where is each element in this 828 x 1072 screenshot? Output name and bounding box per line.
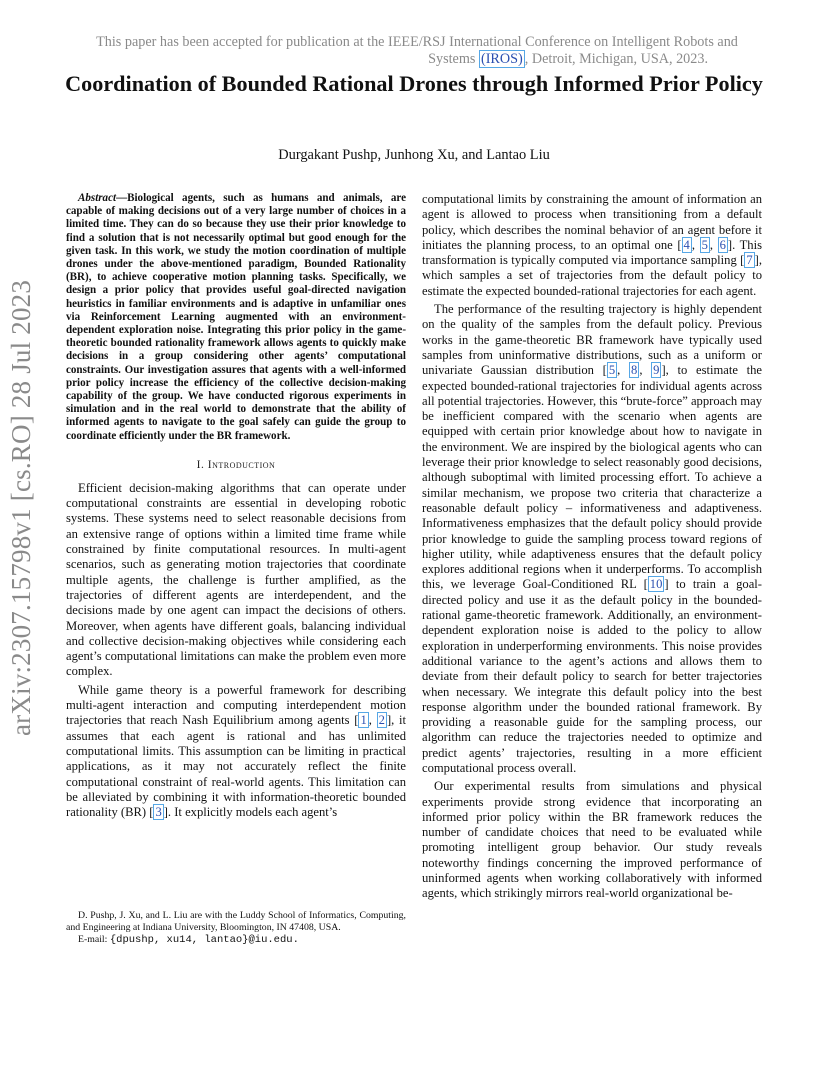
citation-link[interactable]: 8: [631, 363, 638, 378]
intro-paragraph-1: Efficient decision-making algorithms that can operate under computational constraints are essential in developing robotic systems. These systems need to select reasonable decisions from an extensive range of options within a limited time frame while constrained by finite computational resources. In multi-agent scenarios, such as generating motion trajectories that coordinate multiple agents, the challenge is further amplified, as the trajectories of different agents are interdependent, and the decisions made by one agent can impact the decisions of others. Moreover, when agents have different goals, balancing individual and collective decision-making objectives while considering each agent’s computational limitations can make the problem even more complex.: [66, 480, 406, 679]
email-line: E-mail: {dpushp, xu14, lantao}@iu.edu.: [78, 934, 299, 946]
intro-paragraph-3: The performance of the resulting trajectory is highly dependent on the quality of the samples from the default policy. Previous works in the game-theoretic BR framework have typically used samples from uninformative distributions, such as a uniform or univariate Gaussian distribution [ 5 , 8 , 9 ], to estimate the expected bounded-rational trajectories for individual agents across all potential trajectories. However, this “brute-force” approach may be inefficient compared with the scenario when agents are equipped with certain prior knowledge about how to navigate in the environment. We are inspired by the biological agents who can leverage their prior knowledge to select reasonably good decisions, although suboptimal with limited processing effort. To achieve a similar mechanism, we propose two criteria that characterize a reasonable default policy – informativeness and adaptiveness. Informativeness emphasizes that the default policy should provide prior knowledge to guide the sampling process toward regions of higher utility, while adaptiveness ensures that the default policy explores additional regions when it underperforms. To accomplish this, we leverage Goal-Conditioned RL [ 10 ] to train a goal-directed policy and use it as the default policy in the bounded-rational game-theoretic framework. Additionally, an environment-dependent exploration noise is added to the policy to allow exploration in underperforming environments. This noise provides additional variance to the agent’s actions and allows them to deviate from their default policy to search for better trajectories when necessary. We integrate this default policy into the best response algorithm under the bounded rational framework. By providing a reasonable guide for the sampling process, our algorithm can reduce the trajectories needed to optimize and predict agents’ trajectories, resulting in a more efficient computational process overall.: [422, 302, 763, 775]
right-column: [422, 192, 762, 902]
arxiv-identifier-stamp: arXiv:2307.15798v1 [cs.RO] 28 Jul 2023: [6, 279, 36, 736]
intro-paragraph-2-continued: computational limits by constraining the amount of information an agent is allowed to process when transitioning from a default policy, which describes the nominal behavior of an agent before it initiates the planning process, to an optimal one [ 4 , 5 , 6 ]. This transformation is typically computed via importance sampling [ 7 ], which samples a set of trajectories from the default policy to estimate the expected bounded-rational trajectories for each agent.: [422, 192, 763, 298]
affiliation-text: D. Pushp, J. Xu, and L. Liu are with the Luddy School of Informatics, Computing, and Engineering at Indiana University, Bloomington, IN 47408, USA.: [66, 910, 406, 933]
notice-line-1: This paper has been accepted for publication at the IEEE/RSJ International Conference on Intelligent Robots and: [96, 34, 738, 50]
author-affiliation-footnote: [66, 910, 406, 946]
author-list: Durgakant Pushp, Junhong Xu, and Lantao Liu: [278, 147, 550, 163]
notice-line-2: Systems (IROS) , Detroit, Michigan, USA, 2023.: [428, 51, 708, 67]
section-heading-introduction: I. Introduction: [196, 458, 276, 471]
citation-link[interactable]: 4: [683, 237, 690, 252]
author-emails: {dpushp, xu14, lantao}@iu.edu.: [109, 934, 299, 946]
paper-title: Coordination of Bounded Rational Drones through Informed Prior Policy: [65, 71, 763, 96]
left-column: [66, 192, 406, 820]
citation-link[interactable]: 7: [746, 253, 753, 268]
citation-link[interactable]: 6: [719, 237, 726, 252]
abstract-lead: Abstract: [78, 192, 117, 204]
citation-link[interactable]: 5: [701, 237, 708, 252]
intro-paragraph-2: While game theory is a powerful framework for describing multi-agent interaction and computing interdependent motion trajectories that reach Nash Equilibrium among agents [ 1 , 2 ], it assumes that each agent is rational and has unlimited computational limits. This assumption can be limiting in practical applications, as it may not accurately reflect the finite computational constraint of real-world agents. This limitation can be alleviated by combining it with information-theoretic bounded rationality (BR) [ 3 ]. It explicitly models each agent’s: [66, 682, 407, 820]
citation-link[interactable]: 5: [608, 363, 616, 378]
intro-paragraph-4: Our experimental results from simulations and physical experiments provide strong evidence that incorporating an informed prior policy within the BR framework reduces the number of candidate choices that need to be evaluated while promoting intelligent group behavior. Our study reveals noteworthy findings concerning the improved performance of uninformed agents when working collaboratively with informed agents, which strikingly mirrors real-world organizational be-: [422, 779, 762, 901]
citation-link[interactable]: 3: [155, 805, 162, 820]
publication-notice: [60, 34, 764, 68]
citation-link[interactable]: 9: [653, 363, 660, 378]
abstract-text: —Biological agents, such as humans and animals, are capable of making decisions out of a very large number of choices in a limited time. They can do so because they use their prior knowledge to find a solution that is not necessarily optimal but good enough for the given task. In this work, we study the motion coordination of multiple drones under the above-mentioned paradigm, Bounded Rationality (BR), to achieve cooperative motion planning tasks. Specifically, we design a prior policy that provides useful goal-directed navigation heuristics in familiar environments and is adaptive in unfamiliar ones via Reinforcement Learning augmented with an environment-dependent exploration noise. Integrating this prior policy in the game-theoretic bounded rationality framework allows agents to quickly make decisions in a group considering other agents’ computational constraints. Our investigation assures that agents with a well-informed prior policy increase the efficiency of the collective decision-making capability of the group. We have conducted rigorous experiments in simulation and in the real world to demonstrate that the ability of informed agents to navigate to the goal safely can guide the group to coordinate efficiently under the BR framework.: [66, 192, 406, 442]
iros-link[interactable]: (IROS): [480, 51, 523, 67]
citation-link[interactable]: 2: [378, 713, 385, 728]
citation-link[interactable]: 10: [649, 577, 663, 592]
citation-link[interactable]: 1: [360, 713, 367, 728]
abstract: [66, 192, 406, 443]
